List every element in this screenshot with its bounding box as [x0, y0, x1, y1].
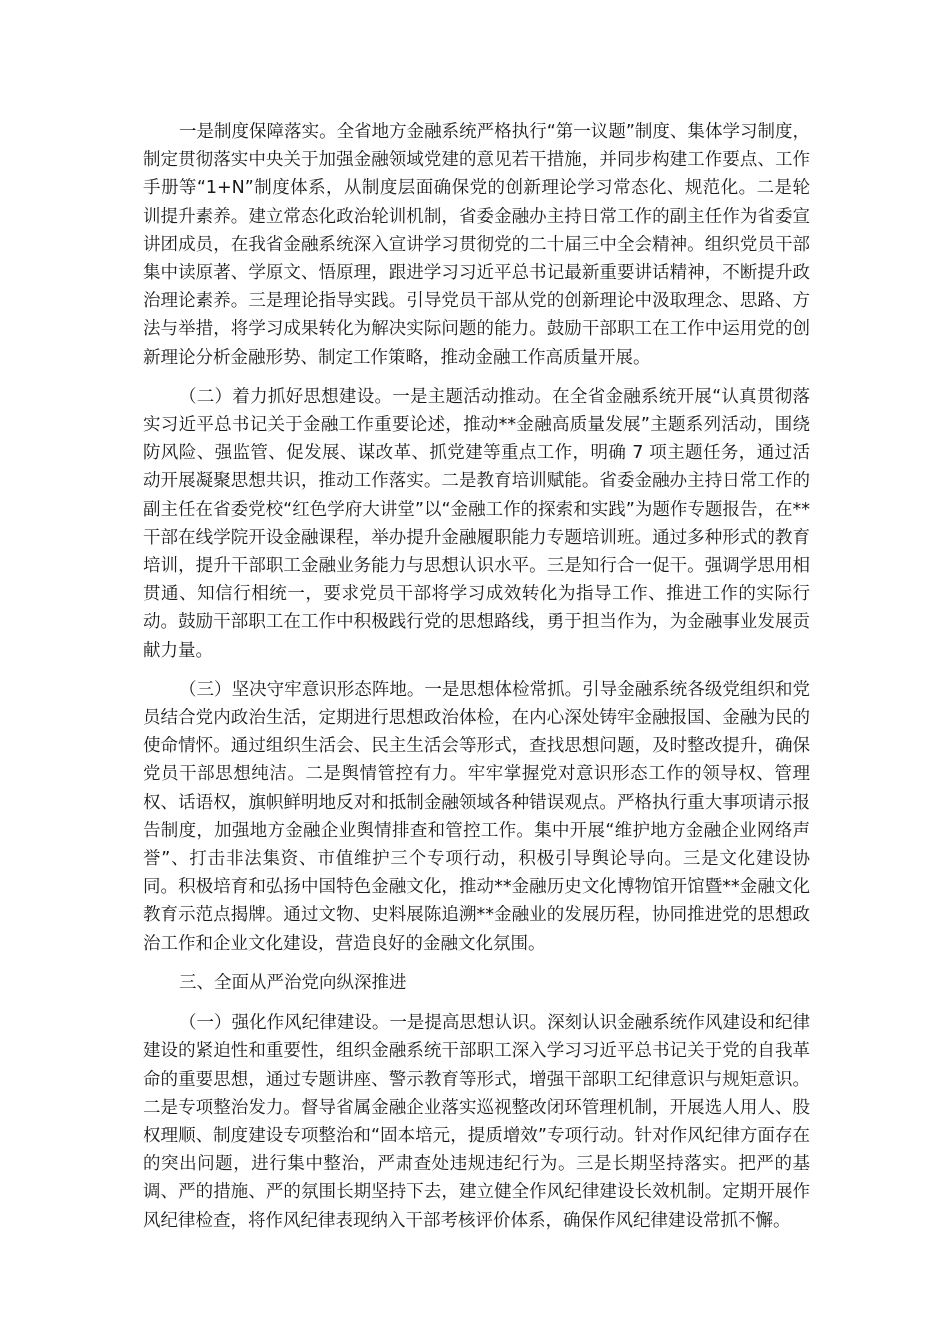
- section-heading-party-governance: 三、全面从严治党向纵深推进: [179, 972, 407, 993]
- paragraph-institutional-guarantee: 一是制度保障落实。全省地方金融系统严格执行“第一议题”制度、集体学习制度，制定贯彻落实中央关于加强金融领域党建的意见若干措施，并同步构建工作要点、工作手册等“1+N”制度体系，从制度层面确保党的创新理论学习常态化、规范化。二是轮训提升素养。建立常态化政治轮训机制，省委金融办主持日常工作的副主任作为省委宣讲团成员，在我省金融系统深入宣讲学习贯彻党的二十届三中全会精神。组织党员干部集中读原著、学原文、悟原理，跟进学习习近平总书记最新重要讲话精神，不断提升政治理论素养。三是理论指导实践。引导党员干部从党的创新理论中汲取理念、思路、方法与举措，将学习成果转化为解决实际问题的能力。鼓励干部职工在工作中运用党的创新理论分析金融形势、制定工作策略，推动金融工作高质量开展。: [143, 122, 810, 368]
- paragraph-style-discipline: （一）强化作风纪律建设。一是提高思想认识。深刻认识金融系统作风建设和纪律建设的紧迫性和重要性，组织金融系统干部职工深入学习习近平总书记关于党的自我革命的重要思想，通过专题讲座、警示教育等形式，增强干部职工纪律意识与规矩意识。二是专项整治发力。督导省属金融企业落实巡视整改闭环管理机制，开展选人用人、股权理顺、制度建设专项整治和“固本培元，提质增效”专项行动。针对作风纪律方面存在的突出问题，进行集中整治，严肃查处违规违纪行为。三是长期坚持落实。把严的基调、严的措施、严的氛围长期坚持下去，建立健全作风纪律建设长效机制。定期开展作风纪律检查，将作风纪律表现纳入干部考核评价体系，确保作风纪律建设常抓不懈。: [143, 1013, 810, 1231]
- paragraph-ideological-building: （二）着力抓好思想建设。一是主题活动推动。在全省金融系统开展“认真贯彻落实习近平总书记关于金融工作重要论述，推动**金融高质量发展”主题系列活动，围绕防风险、强监管、促发展、谋改革、抓党建等重点工作，明确 7 项主题任务，通过活动开展凝聚思想共识，推动工作落实。二是教育培训赋能。省委金融办主持日常工作的副主任在省委党校“红色学府大讲堂”以“金融工作的探索和实践”为题作专题报告，在**干部在线学院开设金融课程，举办提升金融履职能力专题培训班。通过多种形式的教育培训，提升干部职工金融业务能力与思想认识水平。三是知行合一促干。强调学思用相贯通、知信行相统一，要求党员干部将学习成效转化为指导工作、推进工作的实际行动。鼓励干部职工在工作中积极践行党的思想路线，勇于担当作为，为金融事业发展贡献力量。: [143, 386, 810, 661]
- paragraph-ideology-position: （三）坚决守牢意识形态阵地。一是思想体检常抓。引导金融系统各级党组织和党员结合党内政治生活，定期进行思想政治体检，在内心深处铸牢金融报国、金融为民的使命情怀。通过组织生活会、民主生活会等形式，查找思想问题，及时整改提升，确保党员干部思想纯洁。二是舆情管控有力。牢牢掌握党对意识形态工作的领导权、管理权、话语权，旗帜鲜明地反对和抵制金融领域各种错误观点。严格执行重大事项请示报告制度，加强地方金融企业舆情排查和管控工作。集中开展“维护地方金融企业网络声誉”、打击非法集资、市值维护三个专项行动，积极引导舆论导向。三是文化建设协同。积极培育和弘扬中国特色金融文化，推动**金融历史文化博物馆开馆暨**金融文化教育示范点揭牌。通过文物、史料展陈追溯**金融业的发展历程，协同推进党的思想政治工作和企业文化建设，营造良好的金融文化氛围。: [143, 679, 810, 954]
- document-body: [143, 118, 810, 1246]
